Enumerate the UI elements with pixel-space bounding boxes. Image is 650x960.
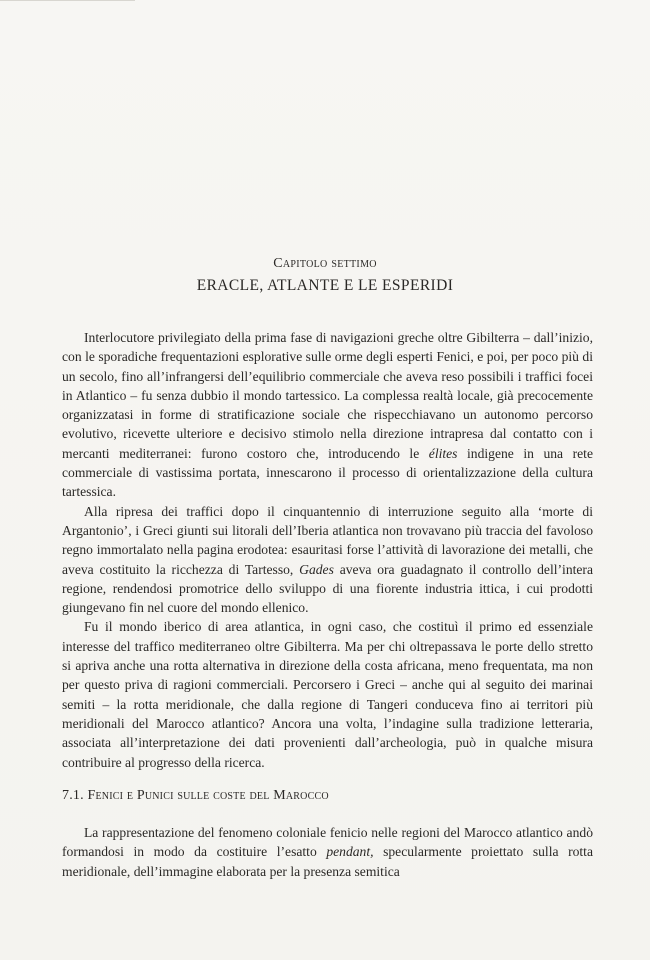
text-run: specularmente proiettato sulla rotta meridionale, dell’immagine elaborata per la presenza semitica [62, 844, 593, 879]
paragraph [62, 823, 593, 881]
text-run: La rappresentazione del fenomeno coloniale fenicio nelle regioni del Marocco atlantico andò formandosi in modo da costituire l’esatto [62, 825, 593, 860]
italic-term: élites [428, 445, 458, 461]
paragraph [62, 502, 593, 618]
chapter-title: ERACLE, ATLANTE E LE ESPERIDI [196, 277, 454, 294]
section-heading: 7.1. Fenici e Punici sulle coste del Marocco [62, 788, 329, 803]
chapter-label: Capitolo settimo [273, 256, 377, 271]
paragraph [62, 328, 593, 502]
italic-term: pendant, [326, 844, 374, 860]
italic-term: Gades [299, 561, 334, 577]
text-run: aveva ora guadagnato il controllo dell’intera regione, rendendosi promotrice dello sviluppo di una fiorente industria ittica, i cui prodotti giungevano fin nel cuore del mondo ellenico. [62, 561, 593, 616]
scan-edge-line [0, 0, 135, 1]
chapter-intro [62, 328, 593, 772]
section-body [62, 823, 593, 881]
paragraph [62, 617, 593, 771]
text-run: Fu il mondo iberico di area atlantica, in ogni caso, che costituì il primo ed essenziale interesse del traffico mediterraneo oltre Gibilterra. Ma per chi oltrepassava le porte dello stretto si apriva anche una rotta alternativa in direzione della costa africana, meno frequentata, ma non per questo priva di ragioni commerciali. Percorsero i Greci – anche qui al seguito dei marinai semiti – la rotta meridionale, che dalla regione di Tangeri conduceva fino ai territori più meridionali del Marocco atlantico? Ancora una volta, l’indagine sulla tradizione letteraria, associata all’interpretazione dei dati provenienti dall’archeologia, può in qualche misura contribuire al progresso della ricerca. [62, 619, 593, 770]
text-run: indigene in una rete commerciale di vastissima portata, innescarono il processo di orientalizzazione della cultura tartessica. [62, 445, 593, 500]
text-run: Interlocutore privilegiato della prima fase di navigazioni greche oltre Gibilterra – dall’inizio, con le sporadiche frequentazioni esplorative sulle orme degli esperti Fenici, e poi, per poco più di un secolo, fino all’infrangersi dell’equilibrio commerciale che aveva reso possibili i traffici focei in Atlantico – fu senza dubbio il mondo tartessico. La complessa realtà locale, già precocemente organizzatasi in forme di stratificazione sociale che rispecchiavano un autonomo percorso evolutivo, ricevette ulteriore e decisivo stimolo nella direzione intrapresa dal contatto con i mercanti mediterranei: furono costoro che, introducendo le [62, 330, 593, 461]
text-run: Alla ripresa dei traffici dopo il cinquantennio di interruzione seguito alla ‘morte di Argantonio’, i Greci giunti sui litorali dell’Iberia atlantica non trovavano più traccia del favoloso regno immortalato nella pagina erodotea: esauritasi forse l’attività di lavorazione dei metalli, che aveva costituito la ricchezza di Tartesso, [62, 503, 593, 577]
